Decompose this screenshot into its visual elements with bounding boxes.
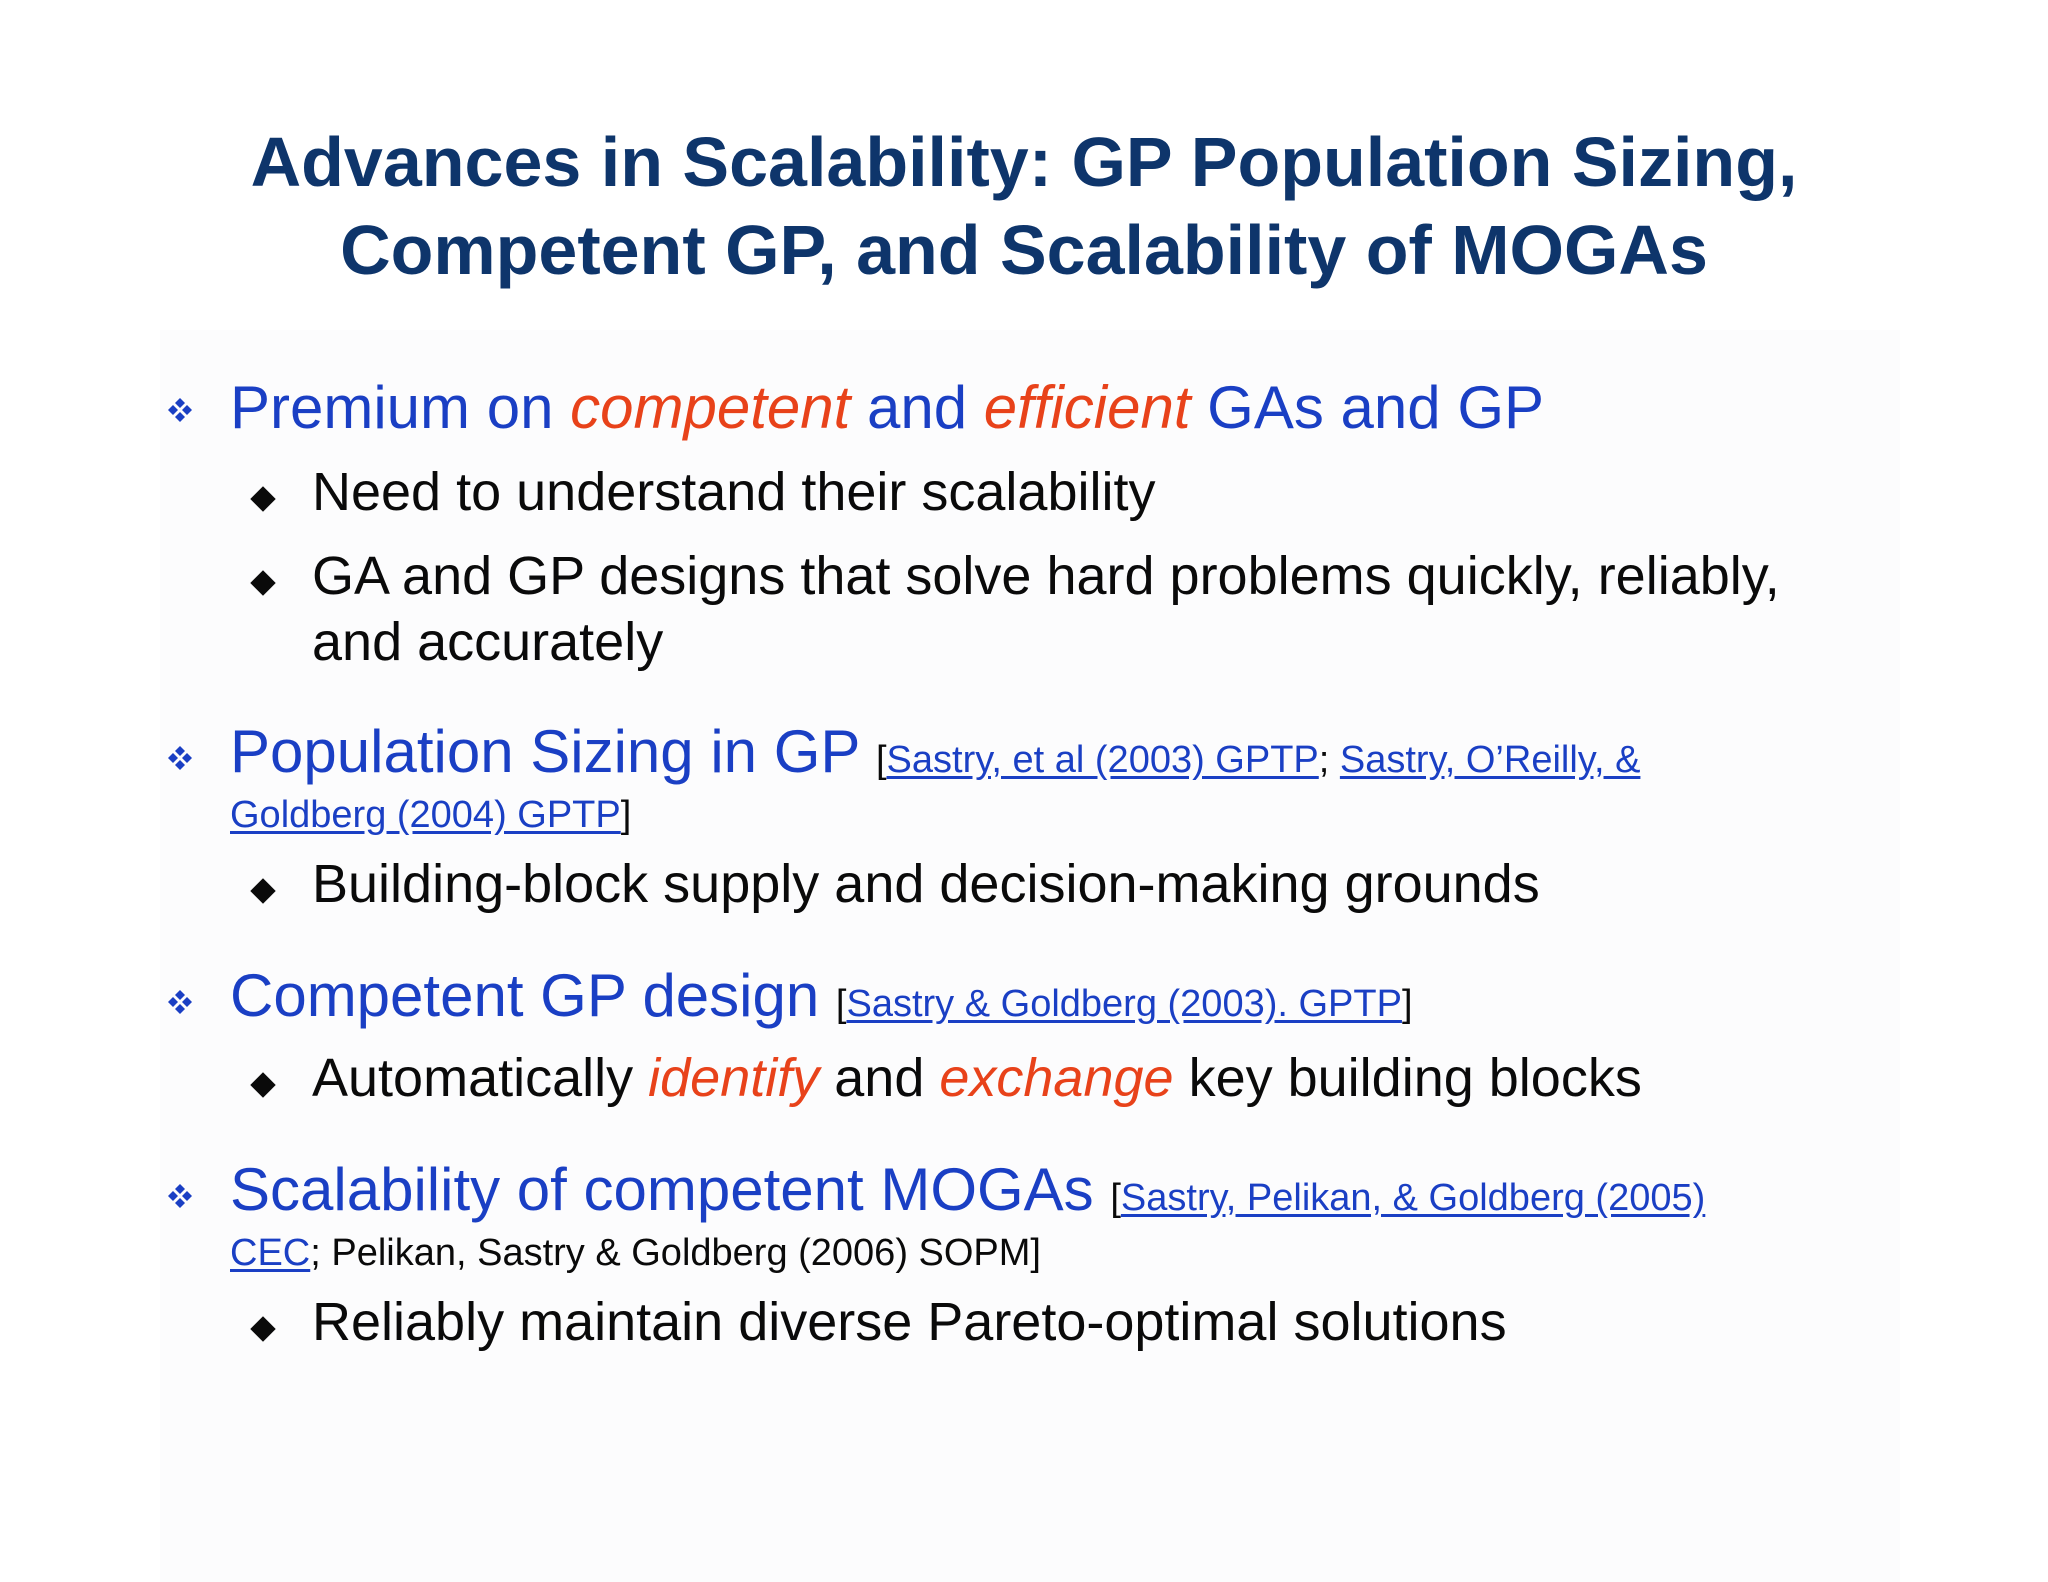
sub-bullet-ga-gp-designs-text: GA and GP designs that solve hard problems quickly, reliably, — [312, 546, 1780, 606]
bullet-scalability-mogas-text: Scalability of competent MOGAs — [230, 1156, 1094, 1223]
ref-bracket-close: ] — [1401, 983, 1413, 1025]
bullet-competent-gp-design — [230, 960, 1413, 1040]
sub-bullet-building-block-supply — [312, 852, 1540, 916]
four-diamond-bullet-icon — [160, 960, 200, 1040]
link-sastry-2003-gptp[interactable]: Sastry, et al (2003) GPTP — [886, 739, 1319, 781]
emphasis-identify: identify — [648, 1048, 820, 1108]
link-sastry-oreilly-goldberg-2004[interactable]: Sastry, O’Reilly, & — [1339, 739, 1641, 781]
bullet-competent-gp-design-text: Competent GP design — [230, 962, 820, 1029]
ref-separator: ; — [1318, 739, 1340, 781]
link-sastry-pelikan-goldberg-2005[interactable]: Sastry, Pelikan, & Goldberg (2005) — [1120, 1177, 1706, 1219]
ref-bracket-close: ] — [620, 794, 632, 836]
emphasis-exchange: exchange — [939, 1048, 1174, 1108]
sub-bullet-identify-exchange — [312, 1046, 1642, 1110]
slide-title — [0, 118, 2048, 294]
title-line-1: Advances in Scalability: GP Population Sizing, — [250, 123, 1798, 201]
reference-population-sizing-continued — [230, 790, 631, 840]
four-diamond-bullet-icon — [160, 1154, 200, 1234]
bullet-premium-text-2: and — [850, 374, 984, 441]
sub-bullet-text-1: Automatically — [312, 1048, 649, 1108]
sub-bullet-pareto-optimal-text: Reliably maintain diverse Pareto-optimal solutions — [312, 1292, 1507, 1352]
ref-bracket-open: [ — [835, 983, 847, 1025]
bullet-population-sizing-text: Population Sizing in GP — [230, 718, 860, 785]
four-diamond-bullet-icon — [160, 716, 200, 796]
bullet-premium — [230, 372, 1544, 444]
reference-competent-gp — [836, 983, 1413, 1025]
bullet-premium-text-1: Premium on — [230, 374, 571, 441]
emphasis-efficient: efficient — [983, 374, 1191, 441]
link-sastry-goldberg-2003-gptp[interactable]: Sastry & Goldberg (2003). GPTP — [846, 983, 1402, 1025]
sub-bullet-building-block-supply-text: Building-block supply and decision-making grounds — [312, 854, 1540, 914]
bullet-scalability-mogas — [230, 1154, 1705, 1234]
reference-scalability-mogas — [1110, 1177, 1705, 1219]
ref-bracket-open: [ — [875, 739, 887, 781]
ref-pelikan-sastry-goldberg-2006: ; Pelikan, Sastry & Goldberg (2006) SOPM] — [310, 1232, 1041, 1274]
reference-population-sizing — [876, 739, 1640, 781]
sub-bullet-ga-gp-designs-continued: and accurately — [312, 612, 664, 672]
sub-bullet-text-3: key building blocks — [1173, 1048, 1642, 1108]
bullet-premium-text-3: GAs and GP — [1190, 374, 1545, 441]
emphasis-competent: competent — [570, 374, 851, 441]
link-cec[interactable]: CEC — [230, 1232, 311, 1274]
four-diamond-bullet-icon — [160, 372, 200, 444]
sub-bullet-pareto-optimal — [312, 1290, 1507, 1354]
link-goldberg-2004-gptp[interactable]: Goldberg (2004) GPTP — [230, 794, 621, 836]
ref-bracket-open: [ — [1110, 1177, 1121, 1219]
sub-bullet-text-2: and — [819, 1048, 940, 1108]
sub-bullet-scalability-text: Need to understand their scalability — [312, 462, 1156, 522]
reference-scalability-mogas-continued — [230, 1228, 1041, 1278]
bullet-population-sizing — [230, 716, 1640, 796]
sub-bullet-scalability — [312, 460, 1156, 524]
sub-bullet-ga-gp-designs — [312, 544, 1780, 608]
title-line-2: Competent GP, and Scalability of MOGAs — [340, 211, 1708, 289]
